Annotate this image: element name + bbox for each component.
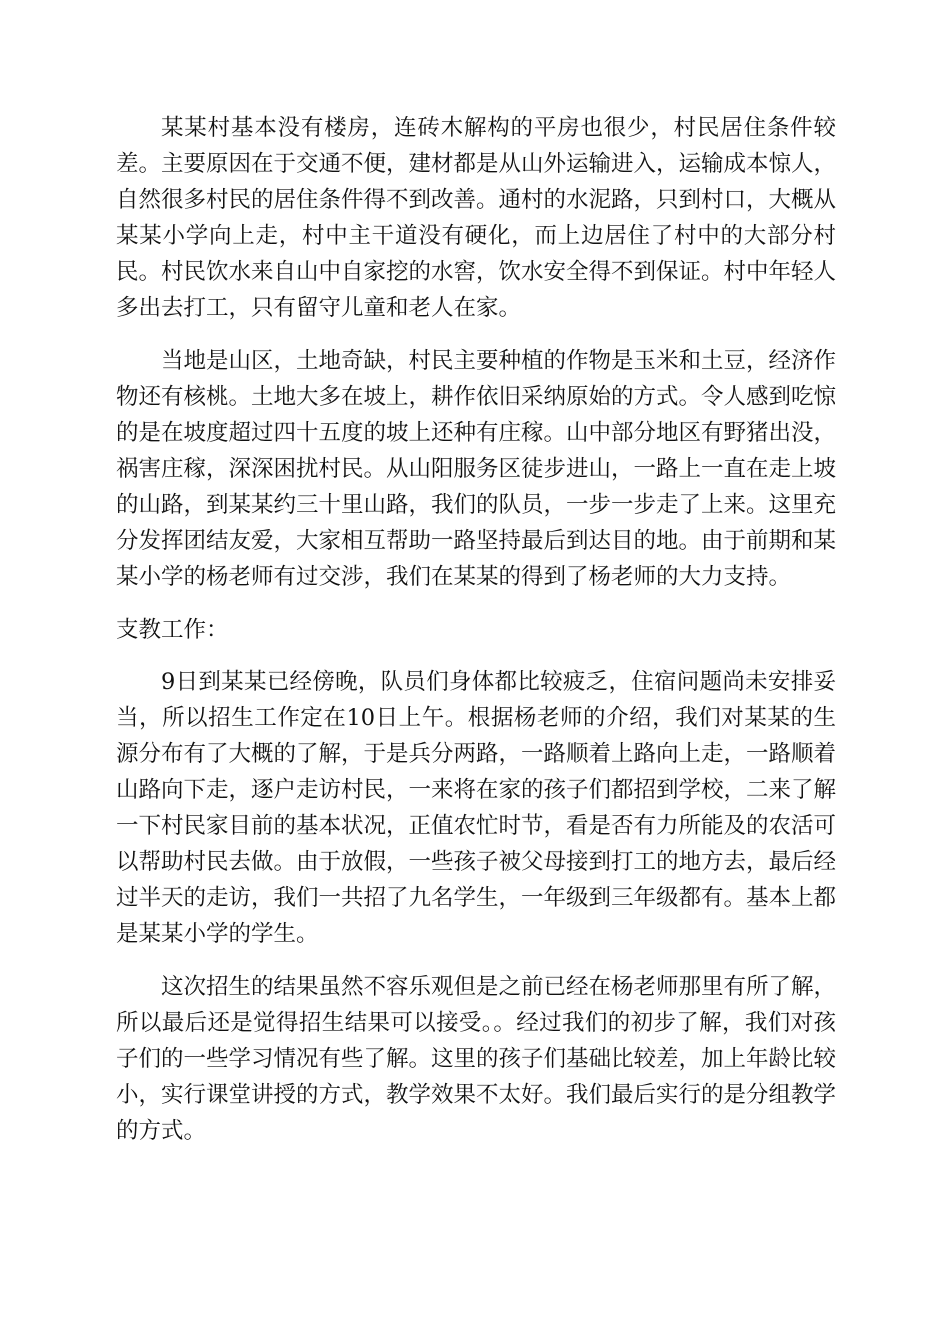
- paragraph-housing: 某某村基本没有楼房，连砖木解构的平房也很少，村民居住条件较差。主要原因在于交通不便，建材都是从山外运输进入，运输成本惊人，自然很多村民的居住条件得不到改善。通村的水泥路，只到村口，大概从某某小学向上走，村中主干道没有硬化，而上边居住了村中的大部分村民。村民饮水来自山中自家挖的水窖，饮水安全得不到保证。村中年轻人多出去打工，只有留守儿童和老人在家。: [116, 115, 837, 321]
- paragraph-agriculture: 当地是山区，土地奇缺，村民主要种植的作物是玉米和土豆，经济作物还有核桃。土地大多在坡上，耕作依旧采纳原始的方式。令人感到吃惊的是在坡度超过四十五度的坡上还种有庄稼。山中部分地区有野猪出没，祸害庄稼，深深困扰村民。从山阳服务区徒步进山，一路上一直在走上坡的山路，到某某约三十里山路，我们的队员，一步一步走了上来。这里充分发挥团结友爱，大家相互帮助一路坚持最后到达目的地。由于前期和某某小学的杨老师有过交涉，我们在某某的得到了杨老师的大力支持。: [116, 348, 837, 590]
- section-heading: 支教工作：: [116, 617, 229, 643]
- paragraph-recruitment: 9日到某某已经傍晚，队员们身体都比较疲乏，住宿问题尚未安排妥当，所以招生工作定在10日上午。根据杨老师的介绍，我们对某某的生源分布有了大概的了解，于是兵分两路，一路顺着上路向上走，一路顺着山路向下走，逐户走访村民，一来将在家的孩子们都招到学校，二来了解一下村民家目前的基本状况，正值农忙时节，看是否有力所能及的农活可以帮助村民去做。由于放假，一些孩子被父母接到打工的地方去，最后经过半天的走访，我们一共招了九名学生，一年级到三年级都有。基本上都是某某小学的学生。: [116, 669, 837, 947]
- paragraph-teaching-method: 这次招生的结果虽然不容乐观但是之前已经在杨老师那里有所了解，所以最后还是觉得招生结果可以接受。。经过我们的初步了解，我们对孩子们的一些学习情况有些了解。这里的孩子们基础比较差，加上年龄比较小，实行课堂讲授的方式，教学效果不太好。我们最后实行的是分组教学的方式。: [116, 974, 837, 1144]
- document-page: [116, 110, 836, 1166]
